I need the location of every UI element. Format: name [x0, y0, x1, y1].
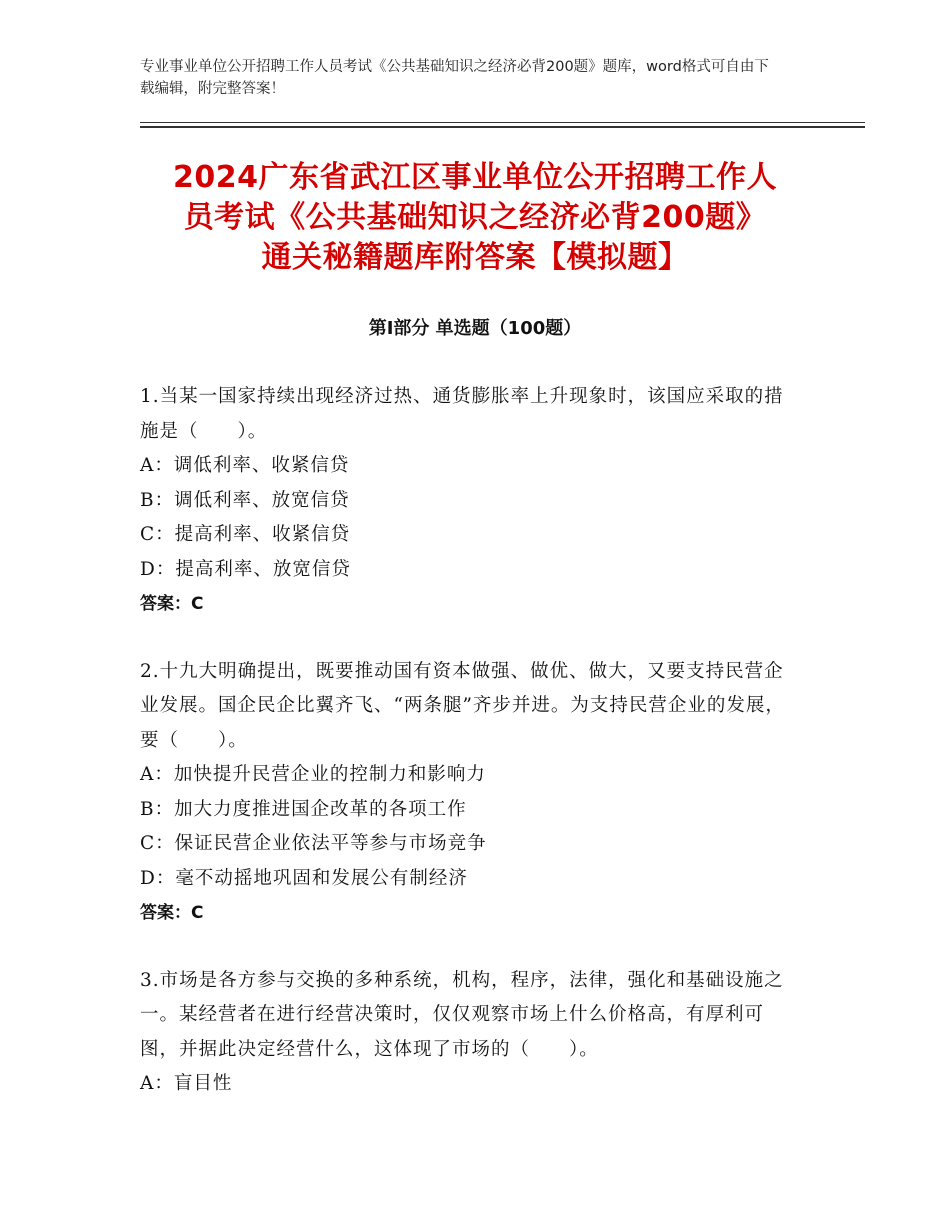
question-stem: 2.十九大明确提出，既要推动国有资本做强、做优、做大，又要支持民营企业发展。国企民企比翼齐飞、“两条腿”齐步并进。为支持民营企业的发展，要（ ）。 — [140, 660, 785, 751]
option-a: A：调低利率、收紧信贷 — [140, 455, 350, 476]
section-heading: 第Ⅰ部分 单选题（100题） — [368, 318, 582, 339]
option-a: A：盲目性 — [140, 1073, 233, 1094]
option-b: B：加大力度推进国企改革的各项工作 — [140, 798, 467, 820]
document-title — [120, 158, 830, 278]
document-title-line-2: 员考试《公共基础知识之经济必背200题》 — [183, 200, 767, 235]
answer-line: 答案：C — [140, 903, 204, 923]
answer-line: 答案：C — [140, 594, 204, 614]
document-title-line-3: 通关秘籍题库附答案【模拟题】 — [261, 240, 689, 275]
option-c: C：保证民营企业依法平等参与市场竞争 — [140, 833, 487, 854]
question-2 — [140, 655, 800, 931]
question-stem: 3.市场是各方参与交换的多种系统，机构，程序，法律，强化和基础设施之一。某经营者在进行经营决策时，仅仅观察市场上什么价格高，有厚利可图，并据此决定经营什么，这体现了市场的（ ）。 — [140, 969, 784, 1060]
option-c: C：提高利率、收紧信贷 — [140, 524, 351, 545]
question-stem: 1.当某一国家持续出现经济过热、通货膨胀率上升现象时，该国应采取的措施是（ ）。 — [140, 386, 784, 442]
question-list — [140, 380, 800, 1135]
header-note: 专业事业单位公开招聘工作人员考试《公共基础知识之经济必背200题》题库，word格式可自由下载编辑，附完整答案！ — [140, 59, 769, 97]
question-3 — [140, 964, 800, 1102]
question-1 — [140, 380, 800, 622]
option-b: B：调低利率、放宽信贷 — [140, 489, 350, 511]
option-d: D：提高利率、放宽信贷 — [140, 558, 351, 580]
option-d: D：毫不动摇地巩固和发展公有制经济 — [140, 867, 468, 889]
header-divider-thin — [140, 122, 865, 123]
option-a: A：加快提升民营企业的控制力和影响力 — [140, 764, 486, 785]
header-divider-thick — [140, 126, 865, 128]
document-title-line-1: 2024广东省武江区事业单位公开招聘工作人 — [173, 160, 777, 195]
